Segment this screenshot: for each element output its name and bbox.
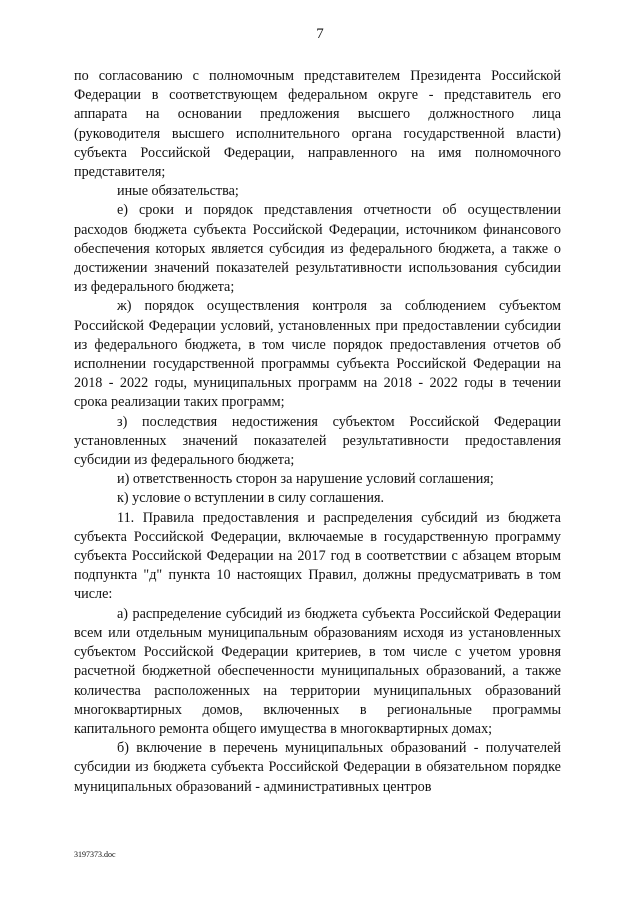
paragraph-item-k: к) условие о вступлении в силу соглашения. [117, 490, 385, 507]
paragraph-item-b: б) включение в перечень муниципальных образований - получателей субсидии из бюджета субъекта Российской Федерации в обязательном порядке муниципальных образований - административных центров [74, 740, 561, 795]
paragraph-item-a: а) распределение субсидий из бюджета субъекта Российской Федерации всем или отдельным муниципальным образованиям исходя из установленных субъектом Российской Федерации критериев, в том числе с учетом уровня расчетной бюджетной обеспеченности муниципальных образований, а также количества расположенных на территории муниципальных образований многоквартирных домов, включенных в региональные программы капитального ремонта общего имущества в многоквартирных домах; [74, 605, 561, 737]
document-body [74, 67, 561, 797]
paragraph-section-11: 11. Правила предоставления и распределения субсидий из бюджета субъекта Российской Федерации, включаемые в государственную программу субъекта Российской Федерации на 2017 год в соответствии с абзацем вторым подпункта "д" пункта 10 настоящих Правил, должны предусматривать в том числе: [74, 509, 561, 603]
paragraph-item-z: з) последствия недостижения субъектом Российской Федерации установленных значений показателей результативности предоставления субсидии из федерального бюджета; [74, 413, 561, 469]
paragraph-item-e: е) сроки и порядок представления отчетности об осуществлении расходов бюджета субъекта Российской Федерации, источником финансового обеспечения которых является субсидия из федерального бюджета, а также о достижении значений показателей результативности использования субсидии из федерального бюджета; [74, 202, 561, 296]
paragraph-continuation: по согласованию с полномочным представителем Президента Российской Федерации в соответствующем федеральном округе - представитель его аппарата на основании предложения высшего должностного лица (руководителя высшего исполнительного органа государственной власти) субъекта Российской Федерации, направленного на имя полномочного представителя; [74, 68, 561, 181]
paragraph-item-i: и) ответственность сторон за нарушение условий соглашения; [117, 471, 494, 488]
paragraph-item-zh: ж) порядок осуществления контроля за соблюдением субъектом Российской Федерации условий, установленных при предоставлении субсидии из федерального бюджета, в том числе порядок предоставления отчетов об исполнении государственной программы субъекта Российской Федерации на 2018 - 2022 годы, муниципальных программ на 2018 - 2022 годы в течении срока реализации таких программ; [74, 298, 561, 411]
footer-document-code: 3197373.doc [74, 850, 116, 859]
page-number: 7 [316, 26, 324, 42]
paragraph-other-obligations: иные обязательства; [117, 183, 239, 200]
